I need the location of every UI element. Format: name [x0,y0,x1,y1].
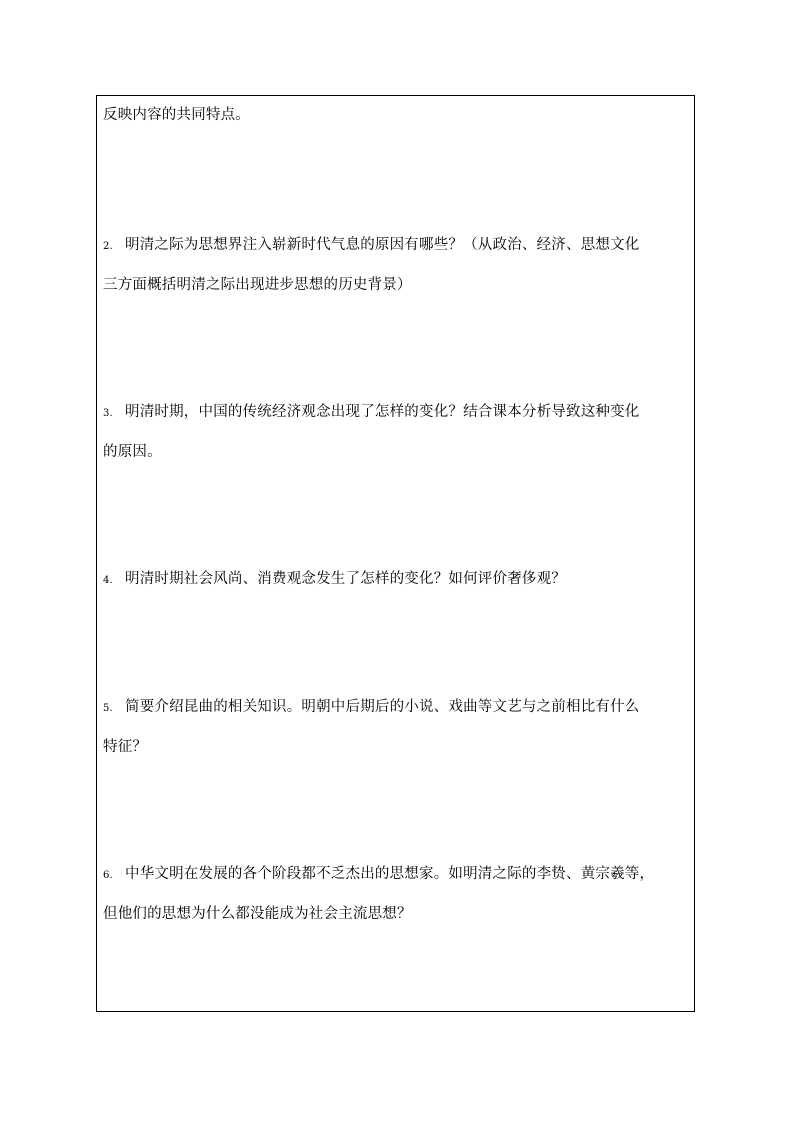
question-text-line: 明清时期，中国的传统经济观念出现了怎样的变化？结合课本分析导致这种变化 [125,404,640,420]
question-text-line: 简要介绍昆曲的相关知识。明朝中后期后的小说、戏曲等文艺与之前相比有什么 [125,699,640,715]
question-number: 6. [103,870,113,881]
question-3 [103,402,640,424]
question-2-continuation: 三方面概括明清之际出现进步思想的历史背景） [103,277,412,293]
question-number: 4. [103,575,113,586]
question-text-line: 中华文明在发展的各个阶段都不乏杰出的思想家。如明清之际的李贽、黄宗羲等， [125,866,655,882]
question-5 [103,697,640,719]
question-6-continuation: 但他们的思想为什么都没能成为社会主流思想？ [103,906,412,922]
question-3-continuation: 的原因。 [103,444,162,460]
question-6 [103,864,654,886]
question-number: 5. [103,703,113,714]
question-number: 3. [103,408,113,419]
intro-text-line: 反映内容的共同特点。 [103,107,250,123]
question-text-line: 明清时期社会风尚、消费观念发生了怎样的变化？如何评价奢侈观？ [125,571,566,587]
question-text-line: 明清之际为思想界注入崭新时代气息的原因有哪些？（从政治、经济、思想文化 [125,237,640,253]
question-2 [103,235,640,257]
question-number: 2. [103,241,113,252]
question-5-continuation: 特征？ [103,739,148,755]
question-4 [103,569,566,591]
